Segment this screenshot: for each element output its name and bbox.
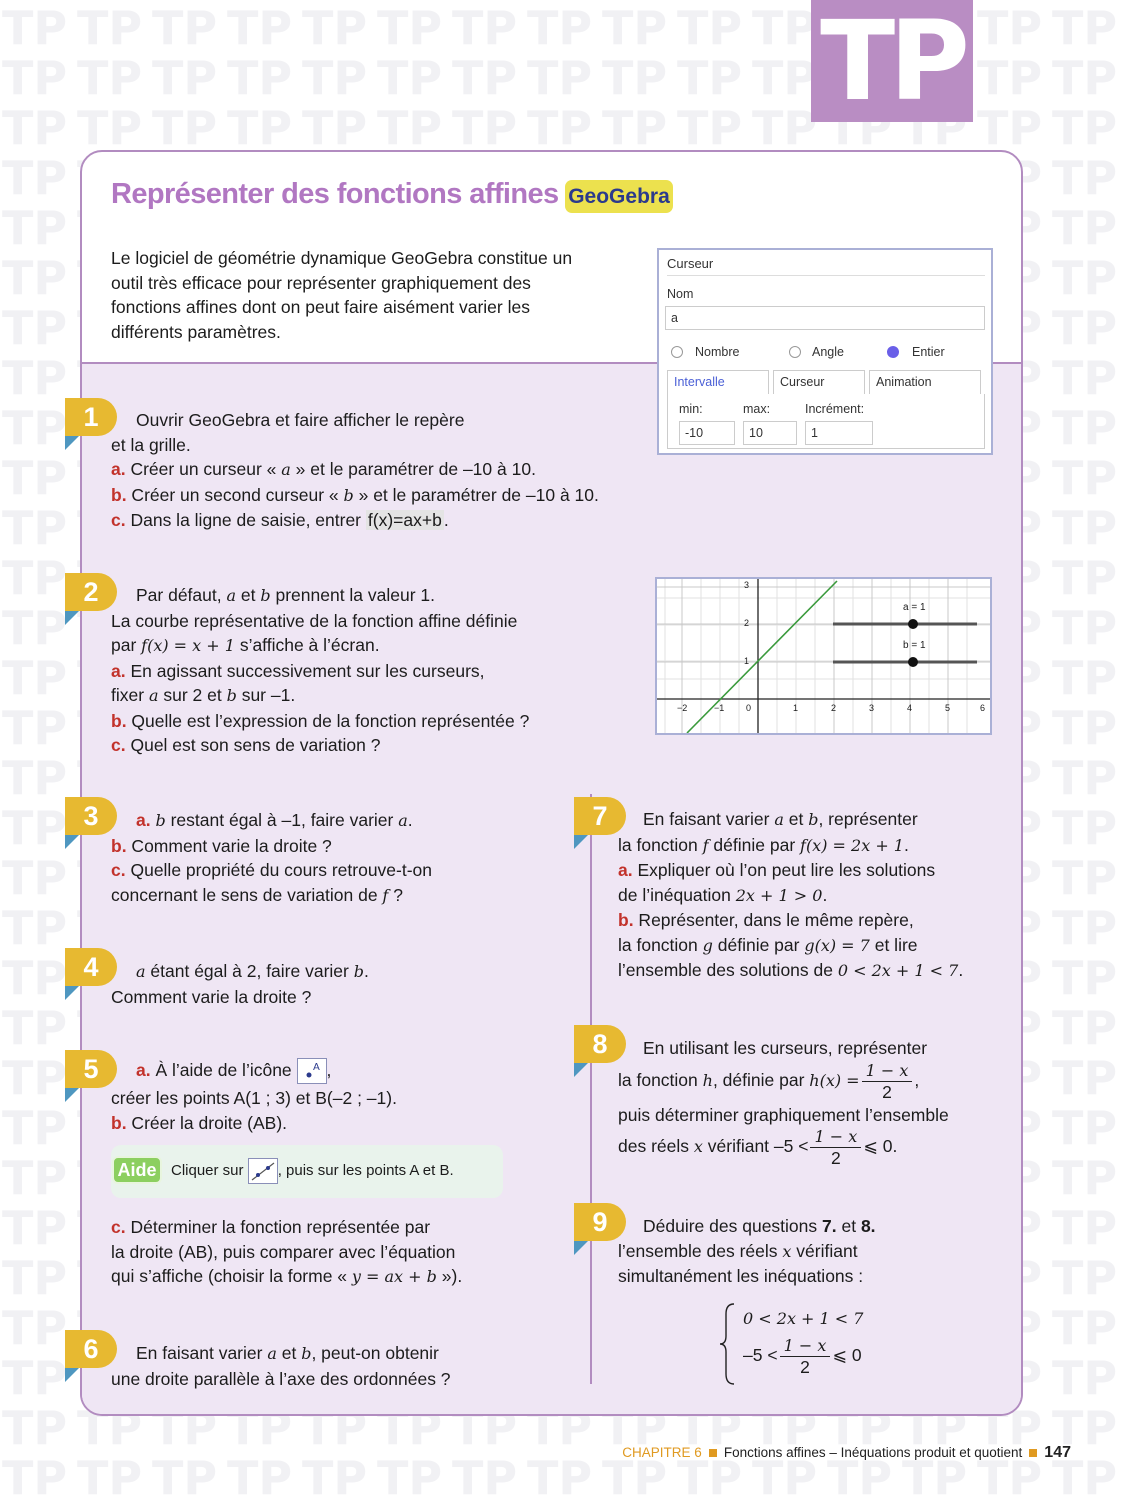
name-input[interactable]: a <box>665 306 985 330</box>
x-tick: 6 <box>980 703 986 713</box>
y-tick: 3 <box>744 580 750 590</box>
x-tick: −2 <box>677 703 688 713</box>
dialog-header: Curseur <box>667 256 714 271</box>
question-number-7: 7 <box>574 797 626 835</box>
x-tick: 0 <box>746 703 752 713</box>
line-tool-icon <box>248 1158 278 1184</box>
chapter-label: CHAPITRE 6 <box>622 1445 702 1460</box>
question-4: a étant égal à 2, faire varier b. Comment varie la droite ? <box>111 961 369 1007</box>
radio-nombre[interactable] <box>671 346 683 358</box>
question-number-8: 8 <box>574 1025 626 1063</box>
question-1: Ouvrir GeoGebra et faire afficher le repère et la grille. a. Créer un curseur « a » et le paramétrer de –10 à 10. b. Créer un second curseur « b » et le paramétrer de –10 à 10. c. Dans la ligne de saisie, entrer f(x)=ax+b . <box>111 408 651 533</box>
tab-intervalle[interactable]: Intervalle <box>667 370 769 394</box>
item-label: a. <box>111 459 126 479</box>
question-number-4: 4 <box>65 948 117 986</box>
tp-tab: TP <box>811 0 973 122</box>
slider-b-label: b = 1 <box>903 640 926 651</box>
question-6: En faisant varier a et b, peut-on obtenir une droite parallèle à l’axe des ordonnées ? <box>111 1343 451 1389</box>
increment-input[interactable]: 1 <box>805 421 873 445</box>
question-7: En faisant varier a et b, représenter la fonction f définie par f(x) = 2x + 1. a. Expliquer où l’on peut lire les solutions de l’inéquation 2x + 1 > 0. b. Représenter, dans le même repère, la fonction g définie par g(x) = 7 et lire l’ensemble des solutions de 0 < 2x + 1 < 7. <box>618 809 964 980</box>
chapter-title: Fonctions affines – Inéquations produit et quotient <box>723 1445 1023 1460</box>
intro-paragraph: Le logiciel de géométrie dynamique GeoGebra constitue un outil très efficace pour représenter graphiquement des fonctions affines dont on peut faire aisément varier les différents paramètres. <box>111 248 573 342</box>
question-5-top: a. À l’aide de l’icône A , créer les points A(1 ; 3) et B(–2 ; –1). b. Créer la droite (AB). <box>111 1060 397 1133</box>
question-number-2: 2 <box>65 573 117 611</box>
page-number: 147 <box>1044 1444 1071 1461</box>
page-footer <box>622 1444 1071 1462</box>
question-number-5: 5 <box>65 1050 117 1088</box>
radio-entier[interactable] <box>887 346 899 358</box>
slider-a-handle <box>908 619 918 629</box>
item-label: c. <box>111 510 126 530</box>
option-angle: Angle <box>812 345 844 359</box>
question-number-3: 3 <box>65 797 117 835</box>
geogebra-slider-dialog <box>657 248 993 455</box>
max-input[interactable]: 10 <box>743 421 797 445</box>
q1-line: et la grille. <box>111 434 191 455</box>
fraction: $\frac{1 - x}{2}$ <box>780 1336 831 1377</box>
min-label: min: <box>679 402 703 416</box>
question-number-6: 6 <box>65 1330 117 1368</box>
x-tick: −1 <box>714 703 725 713</box>
system-line-2: –5 < $\frac{1 - x}{2}$ ⩽ 0 <box>743 1336 862 1377</box>
max-label: max: <box>743 402 771 416</box>
fraction: $\frac{1 - x}{2}$ <box>810 1127 861 1168</box>
geogebra-badge: GeoGebra <box>565 180 673 213</box>
hint-tag: Aide <box>112 1156 162 1184</box>
y-tick: 2 <box>744 618 750 628</box>
name-label: Nom <box>667 287 694 301</box>
question-2: Par défaut, a et b prennent la valeur 1. La courbe représentative de la fonction affine définie par f(x) = x + 1 s’affiche à l’écran. a. En agissant successivement sur les curseurs, fixer a sur 2 et b sur –1. b. Quelle est l’expression de la fonction représentée ? c. Quel est son sens de variation ? <box>111 585 530 755</box>
tab-animation[interactable]: Animation <box>869 370 981 394</box>
tab-curseur[interactable]: Curseur <box>773 370 865 394</box>
question-3: a. b restant égal à –1, faire varier a. b. Comment varie la droite ? c. Quelle propriété du cours retrouve-t-on concernant le sens de variation de f ? <box>111 810 433 905</box>
increment-label: Incrément: <box>805 402 865 416</box>
fraction: $\frac{1 - x}{2}$ <box>862 1061 913 1102</box>
radio-angle[interactable] <box>789 346 801 358</box>
hint-text: Cliquer sur , puis sur les points A et B. <box>171 1158 501 1184</box>
x-tick: 5 <box>945 703 951 713</box>
x-tick: 1 <box>793 703 799 713</box>
system-brace <box>718 1302 738 1386</box>
q1-line: Ouvrir GeoGebra et faire afficher le repère <box>136 410 465 430</box>
slider-b-handle <box>908 657 918 667</box>
min-input[interactable]: -10 <box>679 421 735 445</box>
svg-text:A: A <box>312 1062 320 1074</box>
option-nombre: Nombre <box>695 345 740 359</box>
option-entier: Entier <box>912 345 945 359</box>
question-9: Déduire des questions 7. et 8. l’ensemble des réels x vérifiant simultanément les inéquations : <box>618 1216 876 1286</box>
question-number-1: 1 <box>65 398 117 436</box>
system-line-1: 0 < 2x + 1 < 7 <box>743 1309 864 1328</box>
input-code: f(x)=ax+b <box>367 510 442 530</box>
question-5-bottom: c. Déterminer la fonction représentée par la droite (AB), puis comparer avec l’équation qui s’affiche (choisir la forme « y = ax + b »). <box>111 1217 463 1286</box>
item-label: b. <box>111 484 127 505</box>
x-tick: 2 <box>831 703 837 713</box>
geogebra-graph <box>655 577 992 735</box>
question-number-9: 9 <box>574 1203 626 1241</box>
question-8: En utilisant les curseurs, représenter la fonction h, définie par h(x) = $\frac{1 - x}{2}$ , puis déterminer graphiquement l’ensemble des réels x vérifiant –5 < $\frac{1 - x}{2}$ ⩽ 0. <box>618 1038 949 1168</box>
y-tick: 1 <box>744 656 750 666</box>
x-tick: 3 <box>869 703 875 713</box>
x-tick: 4 <box>907 703 913 713</box>
slider-a-label: a = 1 <box>903 602 926 613</box>
page-title: Représenter des fonctions affines <box>111 178 559 210</box>
point-tool-icon <box>297 1058 327 1084</box>
column-divider <box>590 794 592 1384</box>
